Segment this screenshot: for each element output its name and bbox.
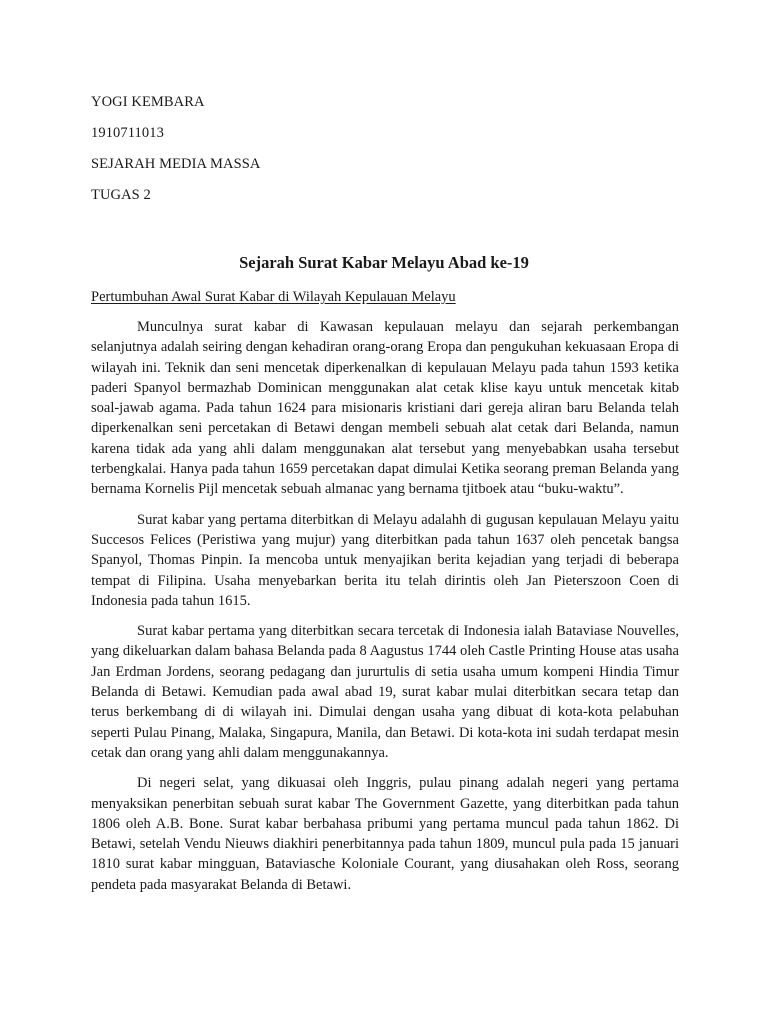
course-name: SEJARAH MEDIA MASSA (91, 156, 261, 172)
paragraph-4: Di negeri selat, yang dikuasai oleh Inggris, pulau pinang adalah negeri yang pertama menyaksikan penerbitan sebuah surat kabar The Government Gazette, yang diterbitkan pada tahun 1806 oleh A.B. Bone. Surat kabar berbahasa pribumi yang pertama muncul pada tahun 1862. Di Betawi, setelah Vendu Nieuws diakhiri penerbitannya pada tahun 1809, muncul pula pada 15 januari 1810 surat kabar mingguan, Bataviasche Koloniale Courant, yang diusahakan oleh Ross, seorang pendeta pada masyarakat Belanda di Betawi. (91, 775, 679, 893)
assignment-label: TUGAS 2 (91, 187, 151, 203)
paragraph-1: Munculnya surat kabar di Kawasan kepulauan melayu dan sejarah perkembangan selanjutnya adalah seiring dengan kehadiran orang-orang Eropa dan pengukuhan kekuasaan Eropa di wilayah ini. Teknik dan seni mencetak diperkenalkan di kepulauan Melayu pada tahun 1593 ketika paderi Spanyol bermazhab Dominican menggunakan alat cetak klise kayu untuk mencetak kitab soal-jawab agama. Pada tahun 1624 para misionaris kristiani dari gereja aliran baru Belanda telah diperkenalkan seni percetakan di Betawi dengan membeli sebuah alat cetak dari Belanda, namun karena tidak ada yang ahli dalam menggunakan alat tersebut yang menyebabkan usaha tersebut terbengkalai. Hanya pada tahun 1659 percetakan dapat dimulai Ketika seorang preman Belanda yang bernama Kornelis Pijl mencetak sebuah almanac yang bernama tjitboek atau “buku-waktu”. (91, 319, 679, 498)
student-id: 1910711013 (91, 125, 164, 141)
section-heading: Pertumbuhan Awal Surat Kabar di Wilayah Kepulauan Melayu (91, 289, 456, 305)
body-text (91, 317, 679, 905)
paragraph-3: Surat kabar pertama yang diterbitkan secara tercetak di Indonesia ialah Bataviase Nouvelles, yang dikeluarkan dalam bahasa Belanda pada 8 Aagustus 1744 oleh Castle Printing House atas usaha Jan Erdman Jordens, seorang pedagang dan jururtulis di setia usaha umum kompeni Hindia Timur Belanda di Betawi. Kemudian pada awal abad 19, surat kabar mulai diterbitkan secara tetap dan terus berkembang di di wilayah ini. Dimulai dengan usaha yang dibuat di kota-kota pelabuhan seperti Pulau Pinang, Malaka, Singapura, Manila, dan Betawi. Di kota-kota ini sudah terdapat mesin cetak dan orang yang ahli dalam menggunakannya. (91, 623, 679, 761)
document-title: Sejarah Surat Kabar Melayu Abad ke-19 (239, 253, 529, 272)
author-header (91, 92, 591, 216)
author-name: YOGI KEMBARA (91, 94, 205, 110)
paragraph-2: Surat kabar yang pertama diterbitkan di Melayu adalahh di gugusan kepulauan Melayu yaitu Succesos Felices (Peristiwa yang mujur) yang diterbitkan pada tahun 1637 oleh pencetak bangsa Spanyol, Thomas Pinpin. Ia mencoba untuk menyajikan berita kejadian yang terjadi di beberapa tempat di Filipina. Usaha menyebarkan berita itu telah dirintis oleh Jan Pieterszoon Coen di Indonesia pada tahun 1615. (91, 511, 679, 609)
